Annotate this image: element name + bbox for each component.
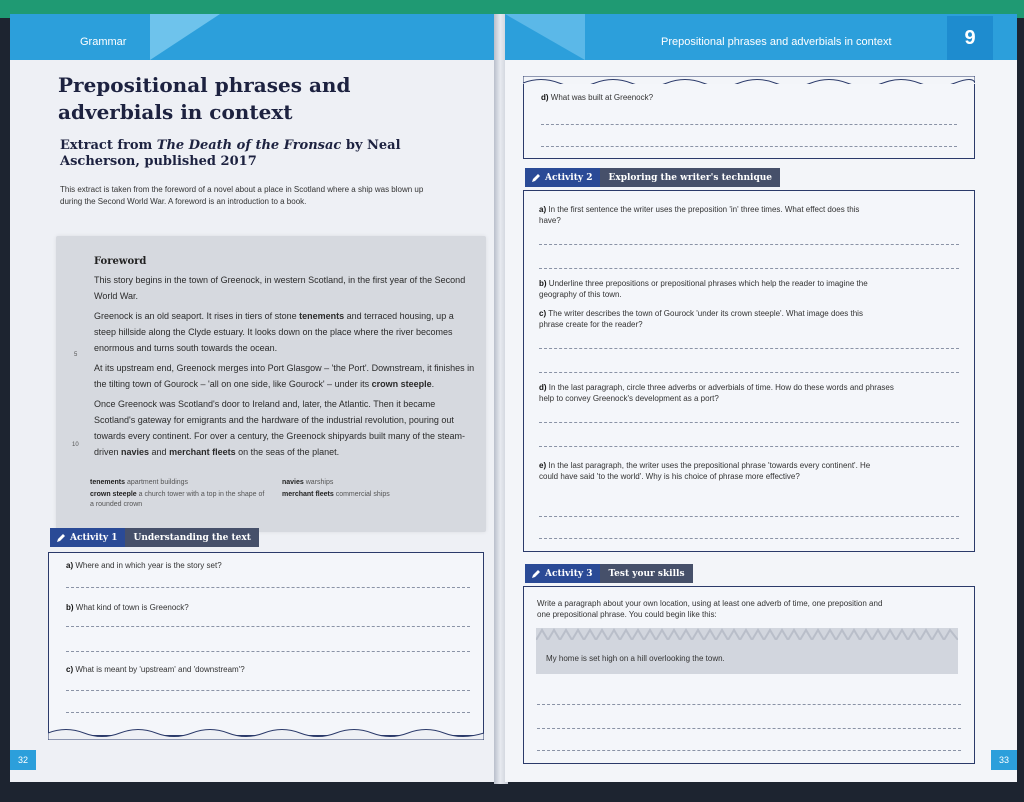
- glossary-item: merchant fleets commercial ships: [282, 491, 390, 498]
- extract-intro: This extract is taken from the foreword of a novel about a place in Scotland where a ship was blown up during the Second World War. A foreword is an introduction to a book.: [60, 185, 424, 206]
- question-a: a) In the first sentence the writer uses the preposition 'in' three times. What effect does this have?: [539, 205, 860, 225]
- answer-line[interactable]: [66, 626, 470, 627]
- activity1-title: Understanding the text: [125, 528, 258, 547]
- answer-line[interactable]: [537, 728, 961, 729]
- activity3-title: Test your skills: [600, 564, 692, 583]
- question-c: c) What is meant by 'upstream' and 'downstream'?: [66, 665, 245, 674]
- answer-line[interactable]: [539, 268, 959, 269]
- answer-line[interactable]: [537, 750, 961, 751]
- activity2-title: Exploring the writer's technique: [600, 168, 780, 187]
- extract-body: [94, 272, 476, 464]
- answer-line[interactable]: [539, 516, 959, 517]
- activity3-header: [525, 564, 693, 583]
- line-number: 10: [72, 442, 79, 448]
- activity1-header: [50, 528, 259, 547]
- answer-line[interactable]: [541, 146, 957, 147]
- answer-line[interactable]: [539, 422, 959, 423]
- extract-panel: [56, 236, 486, 532]
- answer-line[interactable]: [66, 712, 470, 713]
- extract-paragraph: Greenock is an old seaport. It rises in tiers of stone tenements and terraced housing, up a steep hillside along the Clyde estuary. It looks down on the place where the river becomes enormous and turns south towards the ocean.: [94, 311, 454, 353]
- glossary-item: navies warships: [282, 479, 334, 486]
- answer-line[interactable]: [66, 651, 470, 652]
- question-b: b) Underline three prepositions or prepositional phrases which help the reader to imagine the geography of this town.: [539, 279, 868, 299]
- question-b: b) What kind of town is Greenock?: [66, 603, 189, 612]
- notepad-binding: [536, 628, 958, 640]
- extract-paragraph: At its upstream end, Greenock merges into Port Glasgow – 'the Port'. Downstream, it finishes in the tilting town of Gourock – 'all on one side, like Gourock' – under its crown steeple.: [94, 363, 475, 389]
- answer-line[interactable]: [66, 587, 470, 588]
- left-page: [10, 14, 496, 782]
- answer-line[interactable]: [539, 244, 959, 245]
- extract-paragraph: Once Greenock was Scotland's door to Ireland and, later, the Atlantic. Then it became Scotland's gateway for emigrants and the hardware of the industrial revolution, pouring out towards every continent. For over a century, the Greenock shipyards built many of the steam-driven navies and merchant fleets on the seas of the planet.: [94, 399, 466, 457]
- page-number: 33: [991, 750, 1017, 770]
- section-label: Grammar: [80, 36, 127, 48]
- activity1-box: [48, 552, 484, 736]
- answer-line[interactable]: [541, 124, 957, 125]
- answer-line[interactable]: [539, 538, 959, 539]
- activity1-tag: Activity 1: [50, 528, 125, 547]
- extract-heading: Foreword: [94, 256, 147, 267]
- glossary-item: crown steeple a church tower with a top in the shape of a rounded crown: [90, 491, 265, 508]
- page-number: 32: [10, 750, 36, 770]
- unit-number: 9: [947, 16, 993, 60]
- extract-paragraph: This story begins in the town of Greenock, in western Scotland, in the first year of the Second World War.: [94, 275, 466, 301]
- activity3-instructions: Write a paragraph about your own location, using at least one adverb of time, one preposition and one prepositional phrase. You could begin like this:: [537, 599, 883, 619]
- question-e: e) In the last paragraph, the writer uses the prepositional phrase 'towards every continent'. He could have said 'to the world'. Why is his choice of phrase more effective?: [539, 461, 871, 481]
- extract-subtitle: Extract from The Death of the Fronsac by Neal Ascherson, published 2017: [60, 138, 401, 169]
- unit-title-label: Prepositional phrases and adverbials in context: [661, 36, 892, 48]
- answer-line[interactable]: [66, 690, 470, 691]
- pencil-icon: [531, 173, 541, 183]
- header-accent: [505, 14, 585, 60]
- pencil-icon: [531, 569, 541, 579]
- answer-line[interactable]: [539, 348, 959, 349]
- answer-line[interactable]: [539, 446, 959, 447]
- page-title: Prepositional phrases and adverbials in context: [58, 73, 351, 124]
- question-c: c) The writer describes the town of Gourock 'under its crown steeple'. What image does this phrase create for the reader?: [539, 309, 863, 329]
- activity3-tag: Activity 3: [525, 564, 600, 583]
- answer-line[interactable]: [539, 372, 959, 373]
- question-a: a) Where and in which year is the story set?: [66, 561, 222, 570]
- torn-edge: [48, 726, 484, 740]
- header-accent: [150, 14, 220, 60]
- sentence-starter: My home is set high on a hill overlooking the town.: [546, 654, 725, 663]
- glossary-item: tenements apartment buildings: [90, 479, 189, 486]
- question-d: d) In the last paragraph, circle three adverbs or adverbials of time. How do these words and phrases help to convey Greenock's development as a port?: [539, 383, 894, 403]
- sentence-starter-strip: [536, 628, 958, 674]
- line-number: 5: [74, 352, 78, 358]
- activity2-header: [525, 168, 780, 187]
- activity2-tag: Activity 2: [525, 168, 600, 187]
- answer-line[interactable]: [537, 704, 961, 705]
- question-d: d) What was built at Greenock?: [541, 93, 654, 102]
- pencil-icon: [56, 533, 66, 543]
